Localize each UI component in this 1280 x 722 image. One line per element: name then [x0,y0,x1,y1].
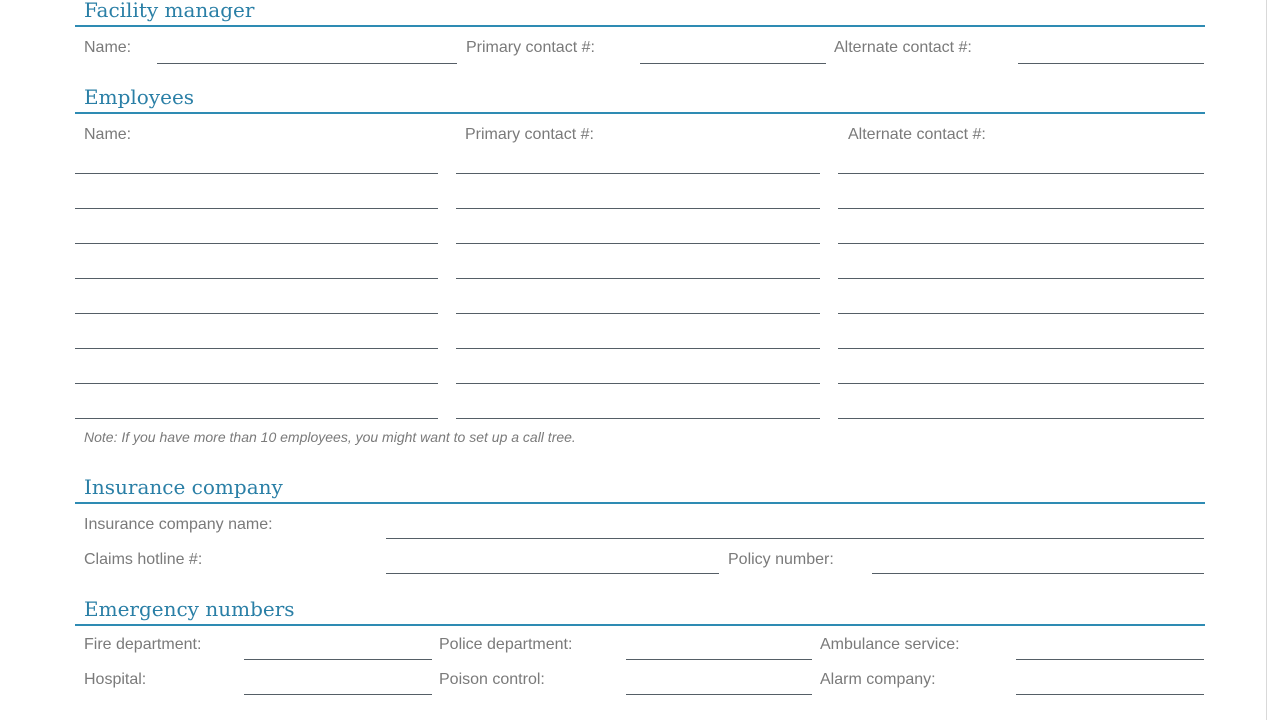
employee-alternate-field[interactable] [838,383,1204,384]
employee-primary-field[interactable] [456,383,820,384]
insurance-rule [75,502,1205,504]
employee-alternate-field[interactable] [838,278,1204,279]
facility-manager-rule [75,25,1205,27]
employee-alternate-field[interactable] [838,418,1204,419]
poison-control-label: Poison control: [439,671,545,688]
hospital-label: Hospital: [84,671,147,688]
employee-primary-field[interactable] [456,418,820,419]
employee-name-field[interactable] [75,348,438,349]
facility-manager-primary-field[interactable] [640,63,826,64]
employees-rule [75,112,1205,114]
employee-alternate-field[interactable] [838,243,1204,244]
alarm-company-label: Alarm company: [820,671,936,688]
hospital-field[interactable] [244,694,432,695]
facility-manager-heading: Facility manager [84,0,255,22]
emergency-rule [75,624,1205,626]
facility-manager-name-label: Name: [84,39,132,56]
employees-primary-label: Primary contact #: [465,126,594,143]
poison-control-field[interactable] [626,694,812,695]
facility-manager-alternate-field[interactable] [1018,63,1204,64]
facility-manager-primary-label: Primary contact #: [466,39,595,56]
employee-alternate-field[interactable] [838,208,1204,209]
employee-primary-field[interactable] [456,348,820,349]
police-department-label: Police department: [439,636,573,653]
employee-alternate-field[interactable] [838,173,1204,174]
employee-primary-field[interactable] [456,243,820,244]
employees-name-label: Name: [84,126,132,143]
claims-hotline-field[interactable] [386,573,719,574]
employees-alternate-label: Alternate contact #: [848,126,986,143]
policy-number-label: Policy number: [728,551,834,568]
page-edge [1266,0,1267,720]
employee-name-field[interactable] [75,383,438,384]
facility-manager-alternate-label: Alternate contact #: [834,39,972,56]
fire-department-field[interactable] [244,659,432,660]
employee-alternate-field[interactable] [838,313,1204,314]
employee-name-field[interactable] [75,418,438,419]
claims-hotline-label: Claims hotline #: [84,551,203,568]
fire-department-label: Fire department: [84,636,202,653]
employee-name-field[interactable] [75,313,438,314]
alarm-company-field[interactable] [1016,694,1204,695]
next-section-heading-cutoff [84,712,244,722]
employee-primary-field[interactable] [456,208,820,209]
employees-note: Note: If you have more than 10 employees, you might want to set up a call tree. [84,429,576,445]
insurance-heading: Insurance company [84,475,283,499]
employees-heading: Employees [84,85,195,109]
police-department-field[interactable] [626,659,812,660]
employee-alternate-field[interactable] [838,348,1204,349]
employee-primary-field[interactable] [456,313,820,314]
employee-primary-field[interactable] [456,278,820,279]
employee-name-field[interactable] [75,173,438,174]
employee-name-field[interactable] [75,278,438,279]
ambulance-service-field[interactable] [1016,659,1204,660]
facility-manager-name-field[interactable] [157,63,457,64]
ambulance-service-label: Ambulance service: [820,636,960,653]
policy-number-field[interactable] [872,573,1204,574]
employee-name-field[interactable] [75,243,438,244]
employee-name-field[interactable] [75,208,438,209]
emergency-heading: Emergency numbers [84,597,295,621]
insurance-company-name-label: Insurance company name: [84,516,273,533]
employee-primary-field[interactable] [456,173,820,174]
insurance-company-name-field[interactable] [386,538,1204,539]
